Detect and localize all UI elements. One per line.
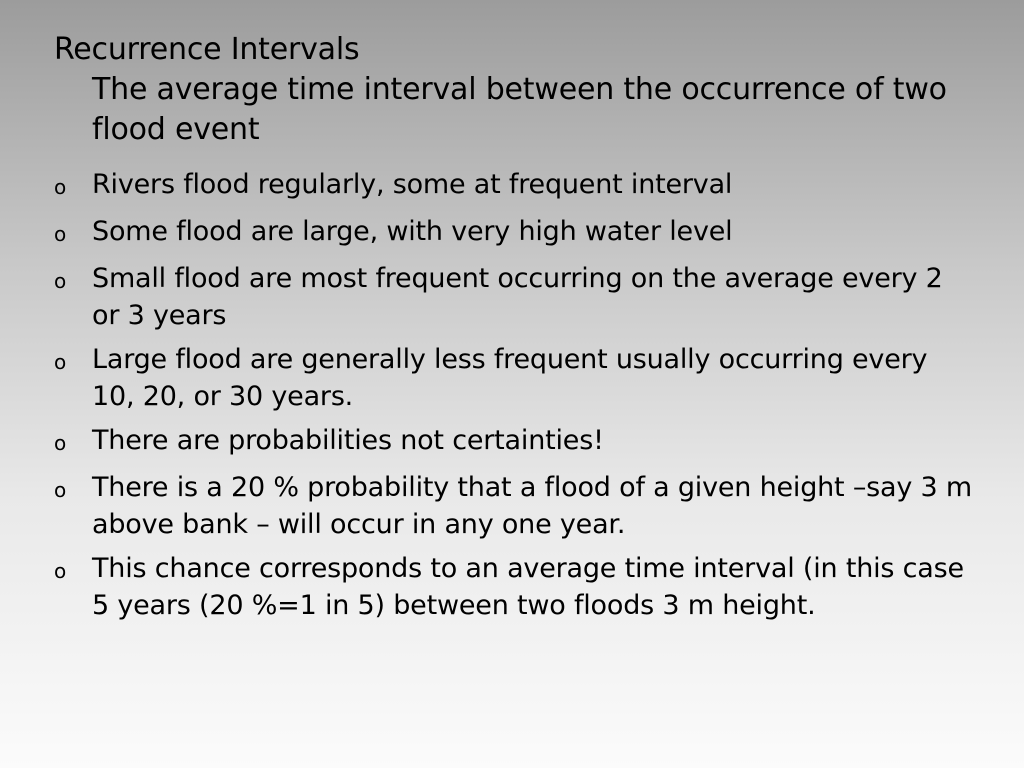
title-block — [54, 30, 994, 150]
slide-subtitle: The average time interval between the occurrence of two flood event — [92, 72, 947, 147]
bullet-marker: o — [54, 175, 67, 199]
bullet-marker: o — [54, 350, 67, 374]
bullet-text: Small flood are most frequent occurring on the average every 2 or 3 years — [92, 263, 943, 331]
list-item — [54, 213, 974, 253]
bullet-marker: o — [54, 269, 67, 293]
bullet-text: This chance corresponds to an average time interval (in this case 5 years (20 %=1 in 5) between two floods 3 m height. — [92, 553, 964, 621]
bullet-text: There are probabilities not certainties! — [92, 425, 604, 456]
list-item — [54, 550, 974, 624]
bullet-marker: o — [54, 559, 67, 583]
list-item — [54, 166, 974, 206]
bullet-marker: o — [54, 431, 67, 455]
bullet-text: Large flood are generally less frequent usually occurring every 10, 20, or 30 years. — [92, 344, 928, 412]
bullet-marker: o — [54, 222, 67, 246]
list-item — [54, 260, 974, 334]
bullet-text: Some flood are large, with very high water level — [92, 216, 733, 247]
list-item — [54, 469, 974, 543]
list-item — [54, 422, 974, 462]
slide-title: Recurrence Intervals — [54, 32, 360, 67]
bullet-text: There is a 20 % probability that a flood of a given height –say 3 m above bank – will occur in any one year. — [92, 472, 972, 540]
bullet-marker: o — [54, 478, 67, 502]
bullet-list — [54, 166, 974, 631]
list-item — [54, 341, 974, 415]
bullet-text: Rivers flood regularly, some at frequent interval — [92, 169, 733, 200]
